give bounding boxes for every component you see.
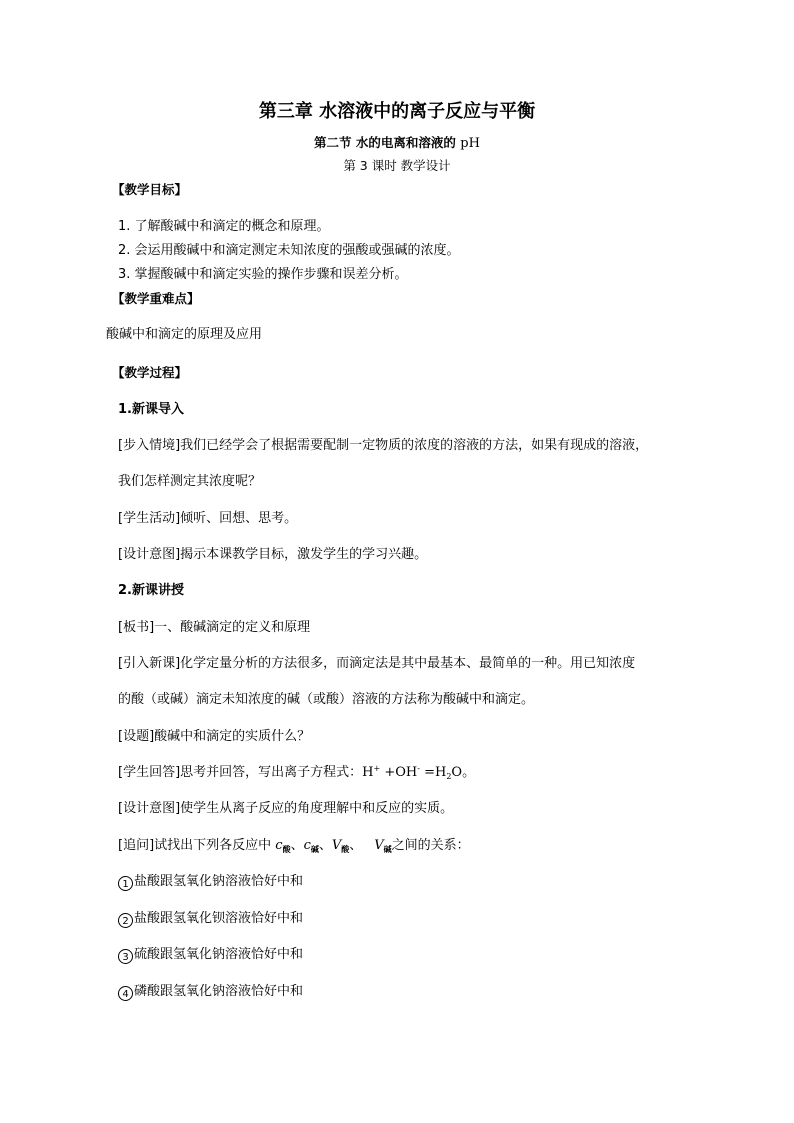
var-c: c xyxy=(303,838,311,853)
goals-heading: 【教学目标】 xyxy=(112,182,188,197)
paragraph-line: [步入情境]我们已经学会了根据需要配制一定物质的浓度的溶液的方法，如果有现成的溶液， xyxy=(118,438,649,453)
list-item-text: 磷酸跟氢氧化钠溶液恰好中和 xyxy=(134,984,304,999)
answer-prefix: [学生回答]思考并回答，写出离子方程式： xyxy=(118,765,363,780)
separator: 、 xyxy=(349,838,363,853)
process-heading: 【教学过程】 xyxy=(112,365,188,380)
formula-oh: +OH xyxy=(380,765,418,780)
paragraph-line: [板书]一、酸碱滴定的定义和原理 xyxy=(118,620,311,635)
sub-acid: 酸 xyxy=(282,845,291,854)
goal-item: 1. 了解酸碱中和滴定的概念和原理。 xyxy=(118,219,330,234)
sub-base: 碱 xyxy=(383,845,392,854)
follow-up-question xyxy=(118,837,470,859)
ion-equation xyxy=(362,765,475,780)
list-item-text: 硫酸跟氢氧化钠溶液恰好中和 xyxy=(134,947,304,962)
part1-title: 1.新课导入 xyxy=(118,402,184,417)
separator: 、 xyxy=(290,838,304,853)
section-title xyxy=(0,134,794,153)
circled-number: 3 xyxy=(118,949,133,964)
formula-h: H xyxy=(362,765,374,780)
paragraph-line: [引入新课]化学定量分析的方法很多，而滴定法是其中最基本、最简单的一种。用已知浓度 xyxy=(118,656,636,671)
part2-title: 2.新课讲授 xyxy=(118,583,184,598)
sub-base: 碱 xyxy=(310,845,319,854)
paragraph-line: [学生活动]倾听、回想、思考。 xyxy=(118,511,298,526)
question-suffix: 之间的关系： xyxy=(391,838,470,853)
lesson-subtitle: 第 3 课时 教学设计 xyxy=(343,158,451,173)
var-v: V xyxy=(374,838,384,853)
circled-number: 4 xyxy=(118,986,133,1001)
key-points-heading: 【教学重难点】 xyxy=(112,291,200,306)
formula-o: O。 xyxy=(451,765,476,780)
paragraph-line: [设计意图]使学生从离子反应的角度理解中和反应的实质。 xyxy=(118,801,454,816)
formula-h2: =H xyxy=(419,765,447,780)
list-item-text: 盐酸跟氢氧化钠溶液恰好中和 xyxy=(134,874,304,889)
charge-plus: + xyxy=(373,764,381,773)
var-c: c xyxy=(275,838,283,853)
paragraph-line: [设题]酸碱中和滴定的实质什么？ xyxy=(118,729,311,744)
key-points-text: 酸碱中和滴定的原理及应用 xyxy=(106,327,263,342)
paragraph-line: [设计意图]揭示本课教学目标，激发学生的学习兴趣。 xyxy=(118,547,428,562)
paragraph-line: 的酸（或碱）滴定未知浓度的碱（或酸）溶液的方法称为酸碱中和滴定。 xyxy=(118,692,535,707)
paragraph-line: 我们怎样测定其浓度呢？ xyxy=(118,474,262,489)
list-item xyxy=(118,946,303,964)
list-item xyxy=(118,873,303,891)
list-item-text: 盐酸跟氢氧化钡溶液恰好中和 xyxy=(134,911,304,926)
charge-minus: - xyxy=(417,764,420,773)
var-v: V xyxy=(331,838,342,853)
chapter-title: 第三章 水溶液中的离子反应与平衡 xyxy=(258,101,536,122)
separator: 、 xyxy=(318,838,332,853)
circled-number: 2 xyxy=(118,913,133,928)
question-prefix: [追问]试找出下列各反应中 xyxy=(118,838,276,853)
list-item xyxy=(118,910,303,928)
goal-item: 3. 掌握酸碱中和滴定实验的操作步骤和误差分析。 xyxy=(118,267,408,282)
sub-acid: 酸 xyxy=(341,845,350,854)
section-title-ph: pH xyxy=(460,136,480,151)
circled-number: 1 xyxy=(118,876,133,891)
student-answer-line xyxy=(118,764,475,786)
list-item xyxy=(118,983,303,1001)
section-title-text: 第二节 水的电离和溶液的 xyxy=(314,135,461,150)
subscript-two: 2 xyxy=(446,772,452,781)
goal-item: 2. 会运用酸碱中和滴定测定未知浓度的强酸或强碱的浓度。 xyxy=(118,243,460,258)
